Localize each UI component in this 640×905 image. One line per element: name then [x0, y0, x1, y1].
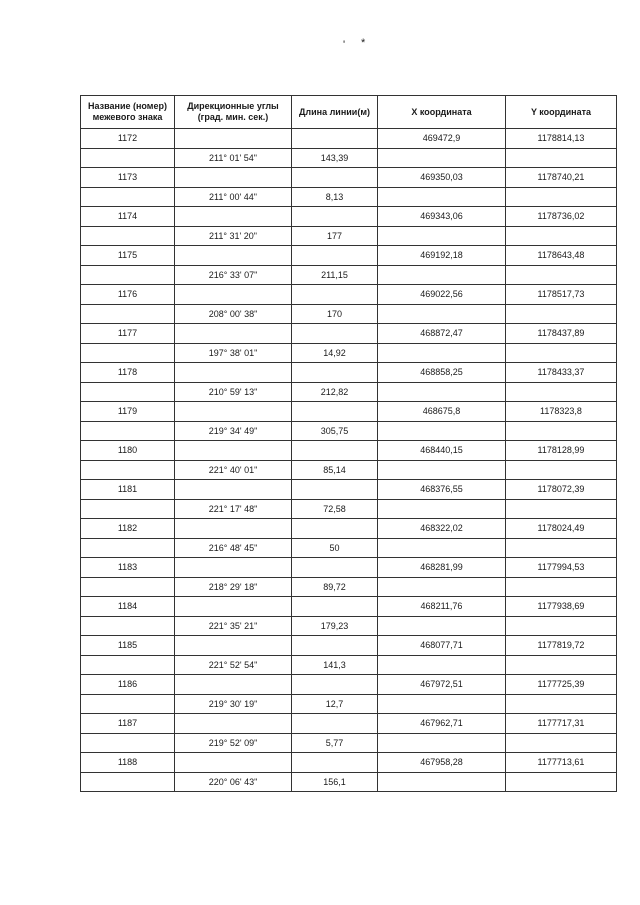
empty-angle-cell	[175, 441, 292, 461]
point-row	[81, 753, 617, 773]
scan-mark-right: *	[361, 37, 366, 49]
point-name-cell: 1187	[81, 714, 175, 734]
y-coordinate-cell: 1178740,21	[506, 168, 617, 188]
empty-angle-cell	[175, 246, 292, 266]
empty-name-cell	[81, 538, 175, 558]
y-coordinate-cell: 1177713,61	[506, 753, 617, 773]
empty-angle-cell	[175, 480, 292, 500]
line-length-cell: 72,58	[292, 499, 378, 519]
empty-length-cell	[292, 324, 378, 344]
point-name-cell: 1183	[81, 558, 175, 578]
empty-name-cell	[81, 343, 175, 363]
empty-y-cell	[506, 538, 617, 558]
empty-x-cell	[378, 499, 506, 519]
line-row	[81, 772, 617, 792]
empty-x-cell	[378, 538, 506, 558]
empty-x-cell	[378, 577, 506, 597]
point-row	[81, 168, 617, 188]
x-coordinate-cell: 469022,56	[378, 285, 506, 305]
empty-length-cell	[292, 246, 378, 266]
direction-angle-cell: 211° 01' 54"	[175, 148, 292, 168]
line-length-cell: 177	[292, 226, 378, 246]
empty-y-cell	[506, 148, 617, 168]
empty-length-cell	[292, 207, 378, 227]
point-row	[81, 714, 617, 734]
line-length-cell: 85,14	[292, 460, 378, 480]
empty-length-cell	[292, 363, 378, 383]
line-length-cell: 50	[292, 538, 378, 558]
point-name-cell: 1186	[81, 675, 175, 695]
empty-angle-cell	[175, 519, 292, 539]
header-direction-angle: Дирекционные углы (град. мин. сек.)	[175, 96, 292, 129]
point-name-cell: 1176	[81, 285, 175, 305]
x-coordinate-cell: 468858,25	[378, 363, 506, 383]
point-name-cell: 1184	[81, 597, 175, 617]
point-name-cell: 1179	[81, 402, 175, 422]
direction-angle-cell: 219° 30' 19"	[175, 694, 292, 714]
empty-angle-cell	[175, 285, 292, 305]
empty-length-cell	[292, 129, 378, 149]
point-row	[81, 324, 617, 344]
point-row	[81, 285, 617, 305]
point-name-cell: 1173	[81, 168, 175, 188]
empty-x-cell	[378, 304, 506, 324]
direction-angle-cell: 216° 33' 07"	[175, 265, 292, 285]
line-row	[81, 616, 617, 636]
x-coordinate-cell: 467962,71	[378, 714, 506, 734]
point-name-cell: 1177	[81, 324, 175, 344]
x-coordinate-cell: 468077,71	[378, 636, 506, 656]
line-row	[81, 187, 617, 207]
empty-length-cell	[292, 753, 378, 773]
empty-x-cell	[378, 616, 506, 636]
point-row	[81, 129, 617, 149]
empty-length-cell	[292, 636, 378, 656]
direction-angle-cell: 221° 17' 48"	[175, 499, 292, 519]
line-row	[81, 655, 617, 675]
line-length-cell: 8,13	[292, 187, 378, 207]
direction-angle-cell: 211° 00' 44"	[175, 187, 292, 207]
empty-length-cell	[292, 558, 378, 578]
point-row	[81, 558, 617, 578]
x-coordinate-cell: 468322,02	[378, 519, 506, 539]
y-coordinate-cell: 1178736,02	[506, 207, 617, 227]
direction-angle-cell: 218° 29' 18"	[175, 577, 292, 597]
x-coordinate-cell: 468675,8	[378, 402, 506, 422]
empty-y-cell	[506, 421, 617, 441]
y-coordinate-cell: 1178128,99	[506, 441, 617, 461]
empty-angle-cell	[175, 636, 292, 656]
header-x-coordinate: X координата	[378, 96, 506, 129]
empty-length-cell	[292, 597, 378, 617]
y-coordinate-cell: 1178024,49	[506, 519, 617, 539]
point-name-cell: 1172	[81, 129, 175, 149]
line-row	[81, 577, 617, 597]
x-coordinate-cell: 469350,03	[378, 168, 506, 188]
empty-name-cell	[81, 733, 175, 753]
empty-angle-cell	[175, 363, 292, 383]
direction-angle-cell: 220° 06' 43"	[175, 772, 292, 792]
point-row	[81, 402, 617, 422]
empty-angle-cell	[175, 168, 292, 188]
line-row	[81, 343, 617, 363]
x-coordinate-cell: 468872,47	[378, 324, 506, 344]
empty-name-cell	[81, 226, 175, 246]
line-length-cell: 143,39	[292, 148, 378, 168]
y-coordinate-cell: 1178433,37	[506, 363, 617, 383]
empty-y-cell	[506, 265, 617, 285]
empty-y-cell	[506, 460, 617, 480]
empty-y-cell	[506, 304, 617, 324]
point-row	[81, 597, 617, 617]
line-length-cell: 305,75	[292, 421, 378, 441]
line-row	[81, 694, 617, 714]
direction-angle-cell: 208° 00' 38"	[175, 304, 292, 324]
y-coordinate-cell: 1177725,39	[506, 675, 617, 695]
empty-x-cell	[378, 265, 506, 285]
empty-x-cell	[378, 382, 506, 402]
y-coordinate-cell: 1178437,89	[506, 324, 617, 344]
empty-y-cell	[506, 343, 617, 363]
empty-y-cell	[506, 382, 617, 402]
empty-y-cell	[506, 694, 617, 714]
line-row	[81, 226, 617, 246]
point-row	[81, 519, 617, 539]
scan-mark-left: '	[343, 39, 346, 51]
direction-angle-cell: 216° 48' 45"	[175, 538, 292, 558]
empty-y-cell	[506, 772, 617, 792]
empty-y-cell	[506, 187, 617, 207]
empty-angle-cell	[175, 597, 292, 617]
line-row	[81, 421, 617, 441]
header-y-coordinate: Y координата	[506, 96, 617, 129]
x-coordinate-cell: 468281,99	[378, 558, 506, 578]
y-coordinate-cell: 1177938,69	[506, 597, 617, 617]
table-body	[81, 129, 617, 792]
empty-name-cell	[81, 382, 175, 402]
y-coordinate-cell: 1178814,13	[506, 129, 617, 149]
empty-x-cell	[378, 187, 506, 207]
point-row	[81, 480, 617, 500]
empty-y-cell	[506, 616, 617, 636]
empty-name-cell	[81, 421, 175, 441]
x-coordinate-cell: 467972,51	[378, 675, 506, 695]
point-row	[81, 675, 617, 695]
line-row	[81, 265, 617, 285]
empty-y-cell	[506, 733, 617, 753]
empty-x-cell	[378, 460, 506, 480]
direction-angle-cell: 219° 52' 09"	[175, 733, 292, 753]
empty-name-cell	[81, 304, 175, 324]
header-line-length: Длина линии(м)	[292, 96, 378, 129]
direction-angle-cell: 197° 38' 01"	[175, 343, 292, 363]
empty-name-cell	[81, 265, 175, 285]
line-row	[81, 460, 617, 480]
empty-x-cell	[378, 655, 506, 675]
point-name-cell: 1188	[81, 753, 175, 773]
line-row	[81, 733, 617, 753]
point-row	[81, 207, 617, 227]
empty-angle-cell	[175, 675, 292, 695]
empty-name-cell	[81, 187, 175, 207]
empty-angle-cell	[175, 207, 292, 227]
line-length-cell: 5,77	[292, 733, 378, 753]
empty-x-cell	[378, 226, 506, 246]
x-coordinate-cell: 469343,06	[378, 207, 506, 227]
boundary-coordinates-table	[80, 95, 617, 792]
direction-angle-cell: 219° 34' 49"	[175, 421, 292, 441]
line-length-cell: 211,15	[292, 265, 378, 285]
empty-y-cell	[506, 655, 617, 675]
line-length-cell: 156,1	[292, 772, 378, 792]
point-name-cell: 1181	[81, 480, 175, 500]
point-name-cell: 1175	[81, 246, 175, 266]
x-coordinate-cell: 467958,28	[378, 753, 506, 773]
direction-angle-cell: 210° 59' 13"	[175, 382, 292, 402]
empty-x-cell	[378, 733, 506, 753]
line-length-cell: 170	[292, 304, 378, 324]
empty-y-cell	[506, 499, 617, 519]
empty-angle-cell	[175, 402, 292, 422]
point-name-cell: 1185	[81, 636, 175, 656]
x-coordinate-cell: 468211,76	[378, 597, 506, 617]
empty-x-cell	[378, 148, 506, 168]
line-length-cell: 212,82	[292, 382, 378, 402]
empty-name-cell	[81, 148, 175, 168]
y-coordinate-cell: 1178323,8	[506, 402, 617, 422]
y-coordinate-cell: 1178072,39	[506, 480, 617, 500]
line-row	[81, 304, 617, 324]
point-row	[81, 246, 617, 266]
empty-name-cell	[81, 577, 175, 597]
x-coordinate-cell: 468376,55	[378, 480, 506, 500]
point-row	[81, 363, 617, 383]
empty-name-cell	[81, 694, 175, 714]
empty-y-cell	[506, 226, 617, 246]
y-coordinate-cell: 1178643,48	[506, 246, 617, 266]
line-length-cell: 179,23	[292, 616, 378, 636]
empty-angle-cell	[175, 558, 292, 578]
point-name-cell: 1180	[81, 441, 175, 461]
line-row	[81, 538, 617, 558]
line-length-cell: 89,72	[292, 577, 378, 597]
y-coordinate-cell: 1177717,31	[506, 714, 617, 734]
empty-name-cell	[81, 772, 175, 792]
empty-length-cell	[292, 714, 378, 734]
point-name-cell: 1174	[81, 207, 175, 227]
point-name-cell: 1178	[81, 363, 175, 383]
x-coordinate-cell: 468440,15	[378, 441, 506, 461]
point-row	[81, 441, 617, 461]
y-coordinate-cell: 1177994,53	[506, 558, 617, 578]
empty-length-cell	[292, 168, 378, 188]
point-name-cell: 1182	[81, 519, 175, 539]
line-length-cell: 141,3	[292, 655, 378, 675]
empty-length-cell	[292, 675, 378, 695]
line-length-cell: 12,7	[292, 694, 378, 714]
empty-name-cell	[81, 499, 175, 519]
line-row	[81, 382, 617, 402]
empty-name-cell	[81, 616, 175, 636]
x-coordinate-cell: 469472,9	[378, 129, 506, 149]
line-length-cell: 14,92	[292, 343, 378, 363]
table-header-row	[81, 96, 617, 129]
empty-angle-cell	[175, 129, 292, 149]
direction-angle-cell: 211° 31' 20"	[175, 226, 292, 246]
y-coordinate-cell: 1178517,73	[506, 285, 617, 305]
empty-length-cell	[292, 441, 378, 461]
empty-length-cell	[292, 480, 378, 500]
direction-angle-cell: 221° 40' 01"	[175, 460, 292, 480]
empty-length-cell	[292, 285, 378, 305]
empty-y-cell	[506, 577, 617, 597]
empty-length-cell	[292, 519, 378, 539]
x-coordinate-cell: 469192,18	[378, 246, 506, 266]
direction-angle-cell: 221° 52' 54"	[175, 655, 292, 675]
point-row	[81, 636, 617, 656]
line-row	[81, 148, 617, 168]
y-coordinate-cell: 1177819,72	[506, 636, 617, 656]
direction-angle-cell: 221° 35' 21"	[175, 616, 292, 636]
empty-x-cell	[378, 772, 506, 792]
empty-angle-cell	[175, 714, 292, 734]
empty-x-cell	[378, 421, 506, 441]
empty-name-cell	[81, 655, 175, 675]
empty-x-cell	[378, 694, 506, 714]
header-point-name: Название (номер) межевого знака	[81, 96, 175, 129]
empty-angle-cell	[175, 324, 292, 344]
empty-angle-cell	[175, 753, 292, 773]
line-row	[81, 499, 617, 519]
empty-x-cell	[378, 343, 506, 363]
empty-name-cell	[81, 460, 175, 480]
empty-length-cell	[292, 402, 378, 422]
